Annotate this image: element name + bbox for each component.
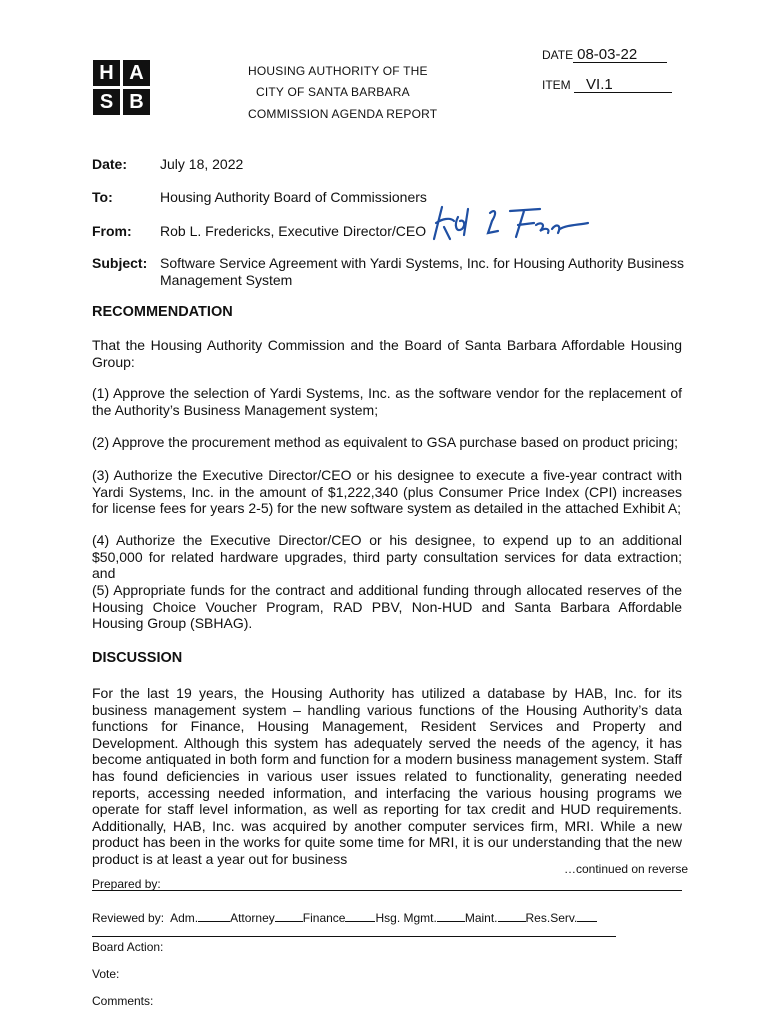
recommendation-item-4: (4) Authorize the Executive Director/CEO or his designee, to expend up to an additional $50,000 for related hardware upgrades, third party consultation services for data extraction; and [92,532,682,582]
memo-from-label: From: [92,223,132,239]
memo-subject-label: Subject: [92,255,148,271]
memo-to-label: To: [92,189,113,205]
discussion-body: For the last 19 years, the Housing Authority has utilized a database by HAB, Inc. for its business management system – handling various functions of the Housing Authority’s data functions for Finance, Housing Management, Resident Services and Property and Development. Although this system has adequately served the needs of the agency, it has become antiquated in both form and function for a modern business management system. Staff has found deficiencies in various user issues related to functionality, generating needed reports, accessing needed information, and interfacing the various housing programs we operate for staff level information, as well as reporting for tax credit and HUD requirements. Additionally, HAB, Inc. was acquired by another computer services firm, MRI. While a new product has been in the works for quite some time for MRI, it is our understanding that the new product is at least a year out for business [92,685,682,867]
signature [428,203,593,245]
review-maint-blank [498,909,526,922]
memo-from-value: Rob L. Fredericks, Executive Director/CEO [160,223,427,239]
logo-letter-s: S [93,89,120,115]
review-attorney-blank [275,909,303,922]
continued-note: …continued on reverse [564,862,689,876]
reviewed-by-label: Reviewed by: [92,911,165,925]
vote-label: Vote: [92,967,120,981]
review-finance: Finance [302,911,346,925]
header-item [542,78,672,93]
board-action-label: Board Action: [92,940,164,954]
header-date [542,48,667,63]
memo-to-value: Housing Authority Board of Commissioners [160,189,427,205]
review-finance-blank [345,909,375,922]
review-attorney: Attorney [230,911,275,925]
review-adm: Adm. [170,911,199,925]
prepared-by-label: Prepared by: [92,877,161,891]
review-res-serv-blank [577,909,597,922]
recommendation-item-3: (3) Authorize the Executive Director/CEO or his designee to execute a five-year contract with Yardi Systems, Inc. in the amount of $1,222,340 (plus Consumer Price Index (CPI) increases for license fees for years 2-5) for the new software system as detailed in the attached Exhibit A; [92,467,682,517]
recommendation-intro: That the Housing Authority Commission and the Board of Santa Barbara Affordable Housing Group: [92,337,682,370]
header-date-label: DATE [542,48,574,62]
header-city-line: CITY OF SANTA BARBARA [256,85,410,99]
header-item-value: VI.1 [574,78,672,93]
hasb-logo [93,60,151,116]
memo-date-value: July 18, 2022 [160,156,244,172]
header-date-value: 08-03-22 [573,48,667,63]
logo-letter-h: H [93,60,120,86]
memo-subject-line-2: Management System [160,272,293,288]
recommendation-item-5: (5) Appropriate funds for the contract and additional funding through allocated reserves of the Housing Choice Voucher Program, RAD PBV, Non-HUD and Santa Barbara Affordable Housing Group (SBHAG). [92,582,682,632]
review-maint: Maint. [464,911,498,925]
logo-letter-b: B [123,89,150,115]
memo-subject-line-1: Software Service Agreement with Yardi Systems, Inc. for Housing Authority Business [160,255,684,271]
recommendation-item-2: (2) Approve the procurement method as equivalent to GSA purchase based on product pricing; [92,434,679,450]
review-hsg-mgmt: Hsg. Mgmt. [375,911,437,925]
logo-letter-a: A [123,60,150,86]
review-adm-blank [198,909,230,922]
recommendation-heading: RECOMMENDATION [92,304,233,320]
header-report-title: COMMISSION AGENDA REPORT [248,107,438,121]
review-res-serv: Res.Serv. [525,911,578,925]
review-rule [92,936,616,937]
reviewed-by-row [92,909,597,925]
discussion-heading: DISCUSSION [92,650,183,666]
header-org-line: HOUSING AUTHORITY OF THE [248,64,428,78]
memo-date-label: Date: [92,156,128,172]
review-hsg-mgmt-blank [437,909,465,922]
header-item-label: ITEM [542,78,571,92]
prepared-by-rule [92,890,682,891]
recommendation-item-1: (1) Approve the selection of Yardi Systems, Inc. as the software vendor for the replacement of the Authority’s Business Management system; [92,385,682,418]
comments-label: Comments: [92,994,154,1008]
